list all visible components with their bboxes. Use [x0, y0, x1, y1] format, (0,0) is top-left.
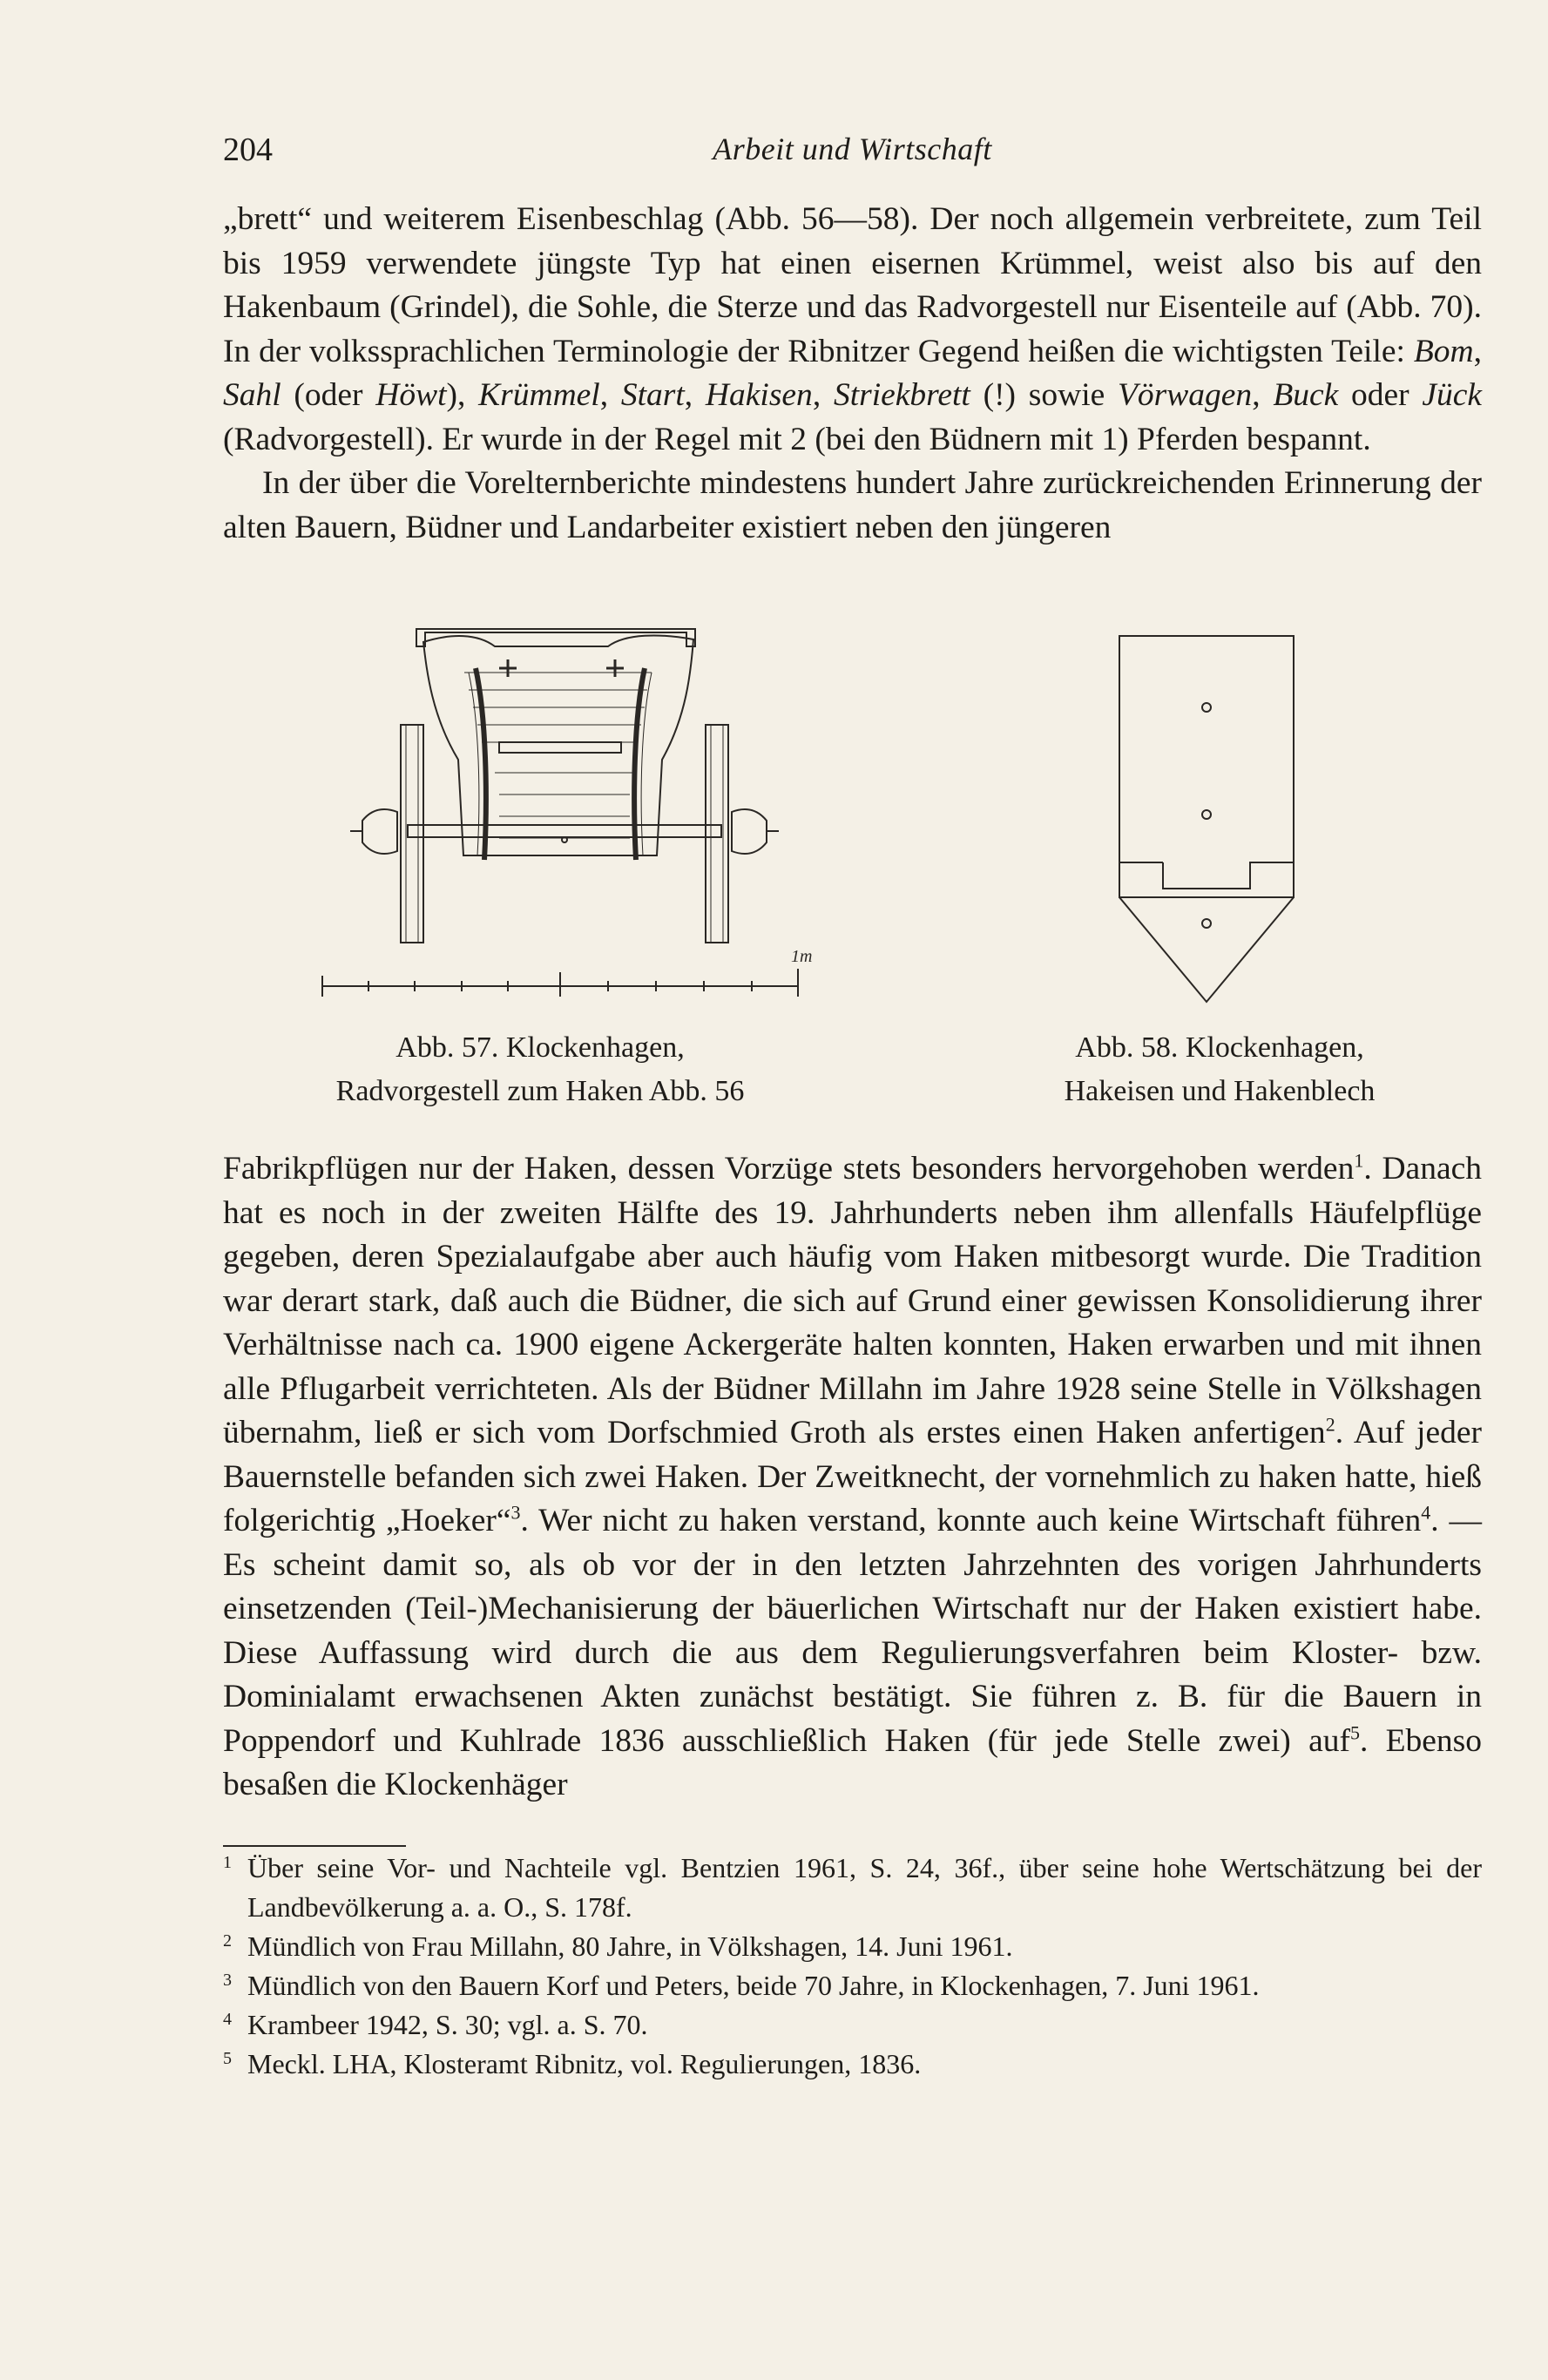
figure-hakeisen-drawing: [1111, 627, 1302, 1011]
caption-line: Abb. 58. Klockenhagen,: [1075, 1031, 1364, 1064]
paragraph: [223, 1147, 1482, 1808]
footnote-number: 5: [223, 2049, 232, 2068]
footnote-5: [223, 2045, 1482, 2084]
dialect-term: Jück: [1422, 377, 1483, 413]
dialect-term: Höwt: [375, 377, 447, 413]
text-run: ,: [812, 377, 834, 413]
text-run: oder: [1338, 377, 1423, 413]
caption-line: Radvorgestell zum Haken Abb. 56: [335, 1075, 745, 1107]
text-run: (!) sowie: [970, 377, 1119, 413]
dialect-term: Start: [620, 377, 685, 413]
text-run: ),: [446, 377, 479, 413]
dialect-term: Hakisen: [705, 377, 813, 413]
footnote-divider: [223, 1845, 406, 1847]
footnote-3: [223, 1966, 1482, 2005]
footnote-reference: 5: [1349, 1721, 1360, 1743]
body-text-lower: [223, 1147, 1482, 1808]
body-text-upper: [223, 198, 1482, 550]
footnote-number: 1: [223, 1853, 232, 1872]
footnote-number: 4: [223, 2010, 232, 2029]
footnote-reference: 2: [1325, 1413, 1335, 1436]
footnote-text: Über seine Vor- und Nachteile vgl. Bentzien 1961, S. 24, 36f., über seine hohe Wertschätzung bei der Landbevölkerung a. a. O., S. 178f.: [247, 1852, 1482, 1923]
text-run: ,: [684, 377, 706, 413]
paragraph: [223, 462, 1482, 550]
dialect-term: Bom: [1413, 333, 1474, 369]
text-run: . Wer nicht zu haken verstand, konnte auch keine Wirtschaft führen: [520, 1503, 1422, 1538]
text-run: In der über die Vorelternberichte mindestens hundert Jahre zurückreichenden Erinnerung der alten Bauern, Büdner und Landarbeiter existiert neben den jüngeren: [223, 465, 1482, 545]
footnote-text: Meckl. LHA, Klosteramt Ribnitz, vol. Regulierungen, 1836.: [247, 2048, 922, 2079]
page-number: 204: [223, 132, 273, 168]
text-run: . Ebenso besaßen die Klockenhäger: [223, 1722, 1482, 1802]
figure-wheel-carriage-drawing: [321, 620, 813, 1004]
text-run: ,: [1252, 377, 1274, 413]
text-run: . Auf jeder Bauernstelle befanden sich zwei Haken. Der Zweitknecht, der vornehmlich zu haken hatte, hieß folgerichtig „Hoeker“: [223, 1415, 1482, 1538]
caption-abb-57: [287, 1026, 793, 1113]
footnote-reference: 4: [1421, 1501, 1431, 1524]
text-run: . — Es scheint damit so, als ob vor der in den letzten Jahrzehnten des vorigen Jahrhunderts einsetzenden (Teil-)Mechanisierung der bäuerlichen Wirtschaft nur der Haken existiert habe. Diese Auffassung wird durch die aus dem Regulierungsverfahren beim Kloster- bzw. Dominialamt erwachsenen Akten zunächst bestätigt. Sie führen z. B. für die Bauern in Poppendorf und Kuhlrade 1836 ausschließlich Haken (für jede Stelle zwei) auf: [223, 1503, 1482, 1759]
dialect-term: Krümmel: [478, 377, 600, 413]
footnote-text: Krambeer 1942, S. 30; vgl. a. S. 70.: [247, 2009, 648, 2040]
dialect-term: Vörwagen: [1118, 377, 1253, 413]
text-run: Fabrikpflügen nur der Haken, dessen Vorzüge stets besonders hervorgehoben werden: [223, 1151, 1355, 1187]
footnote-2: [223, 1927, 1482, 1966]
text-run: . Danach hat es noch in der zweiten Hälfte des 19. Jahrhunderts neben ihm allenfalls Häufelpflüge gegeben, deren Spezialaufgabe aber auch häufig vom Haken mitbesorgt wurde. Die Tradition war derart stark, daß auch die Büdner, die sich auf Grund einer gewissen Konsolidierung ihrer Verhältnisse nach ca. 1900 eigene Ackergeräte halten konnten, Haken erwarben und mit ihnen alle Pflugarbeit verrichteten. Als der Büdner Millahn im Jahre 1928 seine Stelle in Völkshagen übernahm, ließ er sich vom Dorfschmied Groth als erstes einen Haken anfertigen: [223, 1151, 1482, 1450]
text-run: (oder: [281, 377, 376, 413]
caption-line: Hakeisen und Hakenblech: [1064, 1075, 1376, 1107]
footnote-4: [223, 2005, 1482, 2045]
footnotes: [223, 1849, 1482, 2084]
footnote-reference: 1: [1354, 1149, 1364, 1172]
running-head: Arbeit und Wirtschaft: [713, 132, 992, 166]
text-run: „brett“ und weiterem Eisenbeschlag (Abb. 56—58). Der noch allgemein verbreitete, zum Teil bis 1959 verwendete jüngste Typ hat einen eisernen Krümmel, weist also bis auf den Hakenbaum (Grindel), die Sohle, die Sterze und das Radvorgestell nur Eisenteile auf (Abb. 70). In der volkssprachlichen Terminologie der Ribnitzer Gegend heißen die wichtigsten Teile:: [223, 201, 1482, 369]
dialect-term: Sahl: [223, 377, 281, 413]
footnote-1: [223, 1849, 1482, 1927]
footnote-number: 2: [223, 1931, 232, 1951]
text-run: (Radvorgestell). Er wurde in der Regel mit 2 (bei den Büdnern mit 1) Pferden bespannt.: [223, 421, 1371, 457]
footnote-number: 3: [223, 1971, 232, 1990]
footnote-text: Mündlich von den Bauern Korf und Peters, beide 70 Jahre, in Klockenhagen, 7. Juni 1961.: [247, 1970, 1260, 2001]
footnote-text: Mündlich von Frau Millahn, 80 Jahre, in Völkshagen, 14. Juni 1961.: [247, 1930, 1013, 1962]
caption-abb-58: [984, 1026, 1455, 1113]
text-run: ,: [599, 377, 621, 413]
footnote-reference: 3: [510, 1501, 521, 1524]
scale-label: 1m: [791, 947, 813, 966]
paragraph: [223, 198, 1482, 462]
dialect-term: Buck: [1273, 377, 1339, 413]
text-run: ,: [1473, 333, 1482, 369]
caption-line: Abb. 57. Klockenhagen,: [395, 1031, 685, 1064]
page-header: [223, 131, 1482, 174]
dialect-term: Striekbrett: [833, 377, 970, 413]
